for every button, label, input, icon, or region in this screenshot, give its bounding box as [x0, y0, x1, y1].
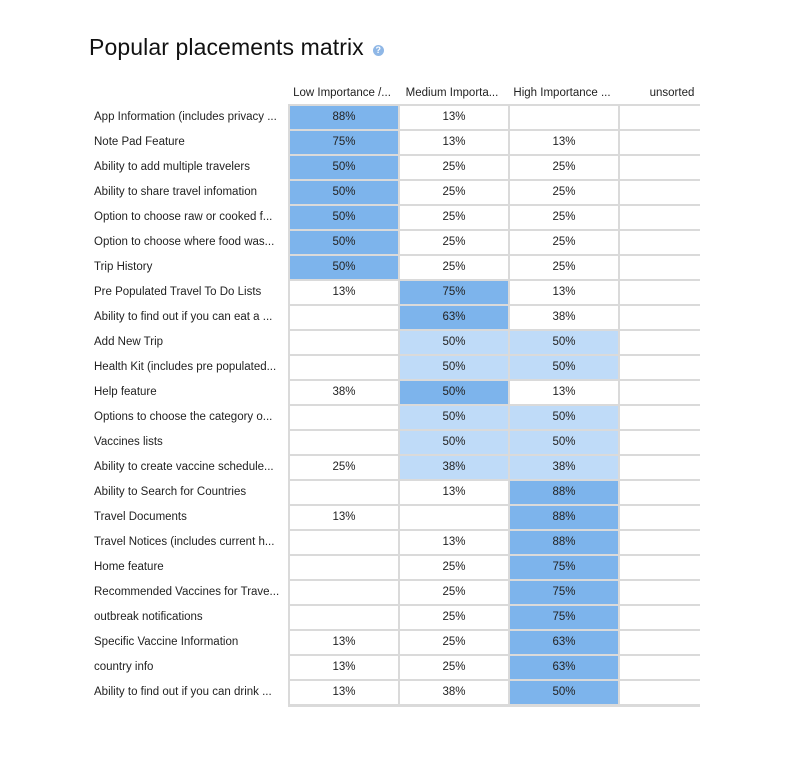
- matrix-cell[interactable]: [620, 381, 728, 404]
- matrix-cell[interactable]: 38%: [290, 381, 398, 404]
- column-header: High Importance ...: [513, 87, 611, 99]
- matrix-cell[interactable]: [290, 356, 398, 379]
- matrix-cell[interactable]: 13%: [510, 381, 618, 404]
- matrix-cell[interactable]: 63%: [400, 306, 508, 329]
- row-label: Ability to find out if you can eat a ...: [94, 311, 273, 323]
- row-label: App Information (includes privacy ...: [94, 111, 277, 123]
- matrix-cell[interactable]: [620, 481, 728, 504]
- matrix-cell[interactable]: 25%: [510, 256, 618, 279]
- matrix-cell[interactable]: 13%: [510, 131, 618, 154]
- matrix-cell[interactable]: 25%: [400, 231, 508, 254]
- row-label: Option to choose raw or cooked f...: [94, 211, 273, 223]
- matrix-cell[interactable]: [620, 556, 728, 579]
- matrix-cell[interactable]: 13%: [290, 506, 398, 529]
- matrix-cell[interactable]: 13%: [290, 656, 398, 679]
- row-label: Ability to find out if you can drink ...: [94, 686, 272, 698]
- matrix-cell[interactable]: 38%: [400, 681, 508, 704]
- matrix-cell[interactable]: 50%: [290, 206, 398, 229]
- matrix-cell[interactable]: 13%: [400, 481, 508, 504]
- matrix-cell[interactable]: [620, 656, 728, 679]
- matrix-cell[interactable]: 13%: [290, 631, 398, 654]
- matrix-cell[interactable]: [620, 106, 728, 129]
- matrix-cell[interactable]: [620, 406, 728, 429]
- matrix-cell[interactable]: 50%: [510, 431, 618, 454]
- matrix-cell[interactable]: [620, 531, 728, 554]
- matrix-cell[interactable]: 25%: [510, 231, 618, 254]
- matrix-cell[interactable]: 25%: [510, 181, 618, 204]
- matrix-cell[interactable]: [620, 281, 728, 304]
- matrix-cell[interactable]: [620, 181, 728, 204]
- matrix-cell[interactable]: 50%: [290, 181, 398, 204]
- matrix-cell[interactable]: 75%: [510, 581, 618, 604]
- column-header: unsorted: [649, 87, 695, 99]
- title-row: [89, 34, 384, 61]
- row-label: Specific Vaccine Information: [94, 636, 239, 648]
- matrix-cell[interactable]: 75%: [400, 281, 508, 304]
- matrix-cell[interactable]: 25%: [400, 631, 508, 654]
- matrix-cell[interactable]: [290, 606, 398, 629]
- placement-matrix-grid: [288, 104, 700, 707]
- matrix-cell[interactable]: 25%: [400, 256, 508, 279]
- row-label: Home feature: [94, 561, 164, 573]
- matrix-cell[interactable]: [510, 106, 618, 129]
- matrix-cell[interactable]: 50%: [290, 231, 398, 254]
- row-label: Ability to create vaccine schedule...: [94, 461, 274, 473]
- matrix-cell[interactable]: [620, 581, 728, 604]
- matrix-cell[interactable]: [290, 406, 398, 429]
- row-label: Help feature: [94, 386, 157, 398]
- matrix-cell[interactable]: 38%: [510, 456, 618, 479]
- row-label: Trip History: [94, 261, 153, 273]
- matrix-cell[interactable]: [290, 531, 398, 554]
- matrix-cell[interactable]: [620, 131, 728, 154]
- row-label: country info: [94, 661, 154, 673]
- matrix-cell[interactable]: 13%: [290, 681, 398, 704]
- row-label: Health Kit (includes pre populated...: [94, 361, 277, 373]
- matrix-cell[interactable]: 75%: [290, 131, 398, 154]
- matrix-cell[interactable]: 88%: [510, 531, 618, 554]
- matrix-cell[interactable]: 50%: [290, 256, 398, 279]
- matrix-cell[interactable]: 50%: [400, 356, 508, 379]
- row-label: Ability to add multiple travelers: [94, 161, 250, 173]
- matrix-cell[interactable]: [620, 156, 728, 179]
- matrix-cell[interactable]: 88%: [510, 481, 618, 504]
- matrix-cell[interactable]: [290, 331, 398, 354]
- matrix-cell[interactable]: 25%: [400, 156, 508, 179]
- matrix-cell[interactable]: 50%: [510, 681, 618, 704]
- matrix-cell[interactable]: 50%: [400, 331, 508, 354]
- question-circle-icon[interactable]: ?: [373, 45, 384, 56]
- matrix-cell[interactable]: 25%: [400, 606, 508, 629]
- row-label: Travel Notices (includes current h...: [94, 536, 275, 548]
- matrix-cell[interactable]: 63%: [510, 656, 618, 679]
- row-label: Options to choose the category o...: [94, 411, 273, 423]
- matrix-cell[interactable]: 13%: [290, 281, 398, 304]
- matrix-cell[interactable]: [620, 456, 728, 479]
- matrix-cell[interactable]: [620, 331, 728, 354]
- matrix-cell[interactable]: [620, 681, 728, 704]
- matrix-cell[interactable]: [620, 631, 728, 654]
- row-label: Recommended Vaccines for Trave...: [94, 586, 280, 598]
- row-label: Ability to Search for Countries: [94, 486, 247, 498]
- matrix-cell[interactable]: 25%: [510, 206, 618, 229]
- row-label: Note Pad Feature: [94, 136, 185, 148]
- matrix-cell[interactable]: 25%: [510, 156, 618, 179]
- matrix-cell[interactable]: [620, 306, 728, 329]
- matrix-cell[interactable]: 38%: [400, 456, 508, 479]
- matrix-cell[interactable]: 13%: [510, 281, 618, 304]
- row-label: Pre Populated Travel To Do Lists: [94, 286, 262, 298]
- matrix-cell[interactable]: 50%: [400, 381, 508, 404]
- page-title: Popular placements matrix: [89, 34, 364, 60]
- row-label: Add New Trip: [94, 336, 164, 348]
- matrix-cell[interactable]: 50%: [400, 406, 508, 429]
- matrix-cell[interactable]: [620, 606, 728, 629]
- matrix-cell[interactable]: 63%: [510, 631, 618, 654]
- matrix-cell[interactable]: 38%: [510, 306, 618, 329]
- matrix-cell[interactable]: [400, 506, 508, 529]
- matrix-cell[interactable]: [620, 231, 728, 254]
- matrix-cell[interactable]: 50%: [510, 331, 618, 354]
- matrix-cell[interactable]: 50%: [290, 156, 398, 179]
- matrix-cell[interactable]: 13%: [400, 106, 508, 129]
- matrix-cell[interactable]: 13%: [400, 131, 508, 154]
- matrix-cell[interactable]: 25%: [400, 206, 508, 229]
- matrix-cell[interactable]: 25%: [400, 556, 508, 579]
- matrix-cell[interactable]: [620, 356, 728, 379]
- matrix-cell[interactable]: [290, 306, 398, 329]
- matrix-cell[interactable]: 88%: [510, 506, 618, 529]
- matrix-cell[interactable]: 75%: [510, 556, 618, 579]
- row-label: Vaccines lists: [94, 436, 163, 448]
- matrix-cell[interactable]: 25%: [400, 656, 508, 679]
- matrix-cell[interactable]: 25%: [400, 581, 508, 604]
- matrix-cell[interactable]: [620, 431, 728, 454]
- row-label: outbreak notifications: [94, 611, 203, 623]
- column-header: Medium Importa...: [405, 87, 499, 99]
- matrix-cell[interactable]: [290, 481, 398, 504]
- column-header: Low Importance /...: [293, 87, 391, 99]
- matrix-cell[interactable]: 25%: [400, 181, 508, 204]
- matrix-cell[interactable]: 50%: [510, 406, 618, 429]
- matrix-cell[interactable]: 13%: [400, 531, 508, 554]
- matrix-cell[interactable]: [290, 581, 398, 604]
- row-label: Option to choose where food was...: [94, 236, 275, 248]
- matrix-cell[interactable]: 50%: [510, 356, 618, 379]
- matrix-cell[interactable]: 25%: [290, 456, 398, 479]
- row-label: Ability to share travel infomation: [94, 186, 257, 198]
- matrix-cell[interactable]: [620, 506, 728, 529]
- row-label: Travel Documents: [94, 511, 187, 523]
- matrix-cell[interactable]: [620, 256, 728, 279]
- matrix-cell[interactable]: [290, 431, 398, 454]
- matrix-cell[interactable]: [290, 556, 398, 579]
- matrix-cell[interactable]: [620, 206, 728, 229]
- matrix-cell[interactable]: 75%: [510, 606, 618, 629]
- matrix-cell[interactable]: 88%: [290, 106, 398, 129]
- matrix-cell[interactable]: 50%: [400, 431, 508, 454]
